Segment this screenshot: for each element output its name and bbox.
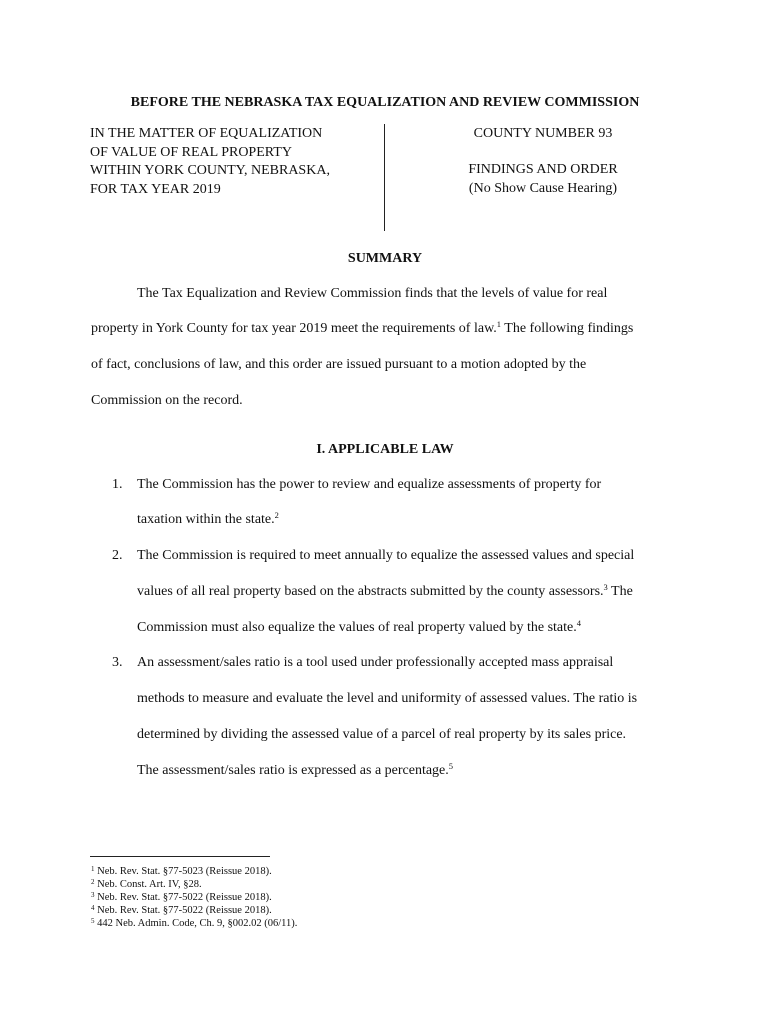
list-item-line: The assessment/sales ratio is expressed as a percentage.$^5$ bbox=[137, 761, 454, 778]
footnote: $^3$ Neb. Rev. Stat. §77-5022 (Reissue 2018). bbox=[91, 891, 272, 903]
summary-line: of fact, conclusions of law, and this order are issued pursuant to a motion adopted by the bbox=[91, 357, 587, 372]
summary-line: Commission on the record. bbox=[91, 393, 243, 408]
footnote: $^4$ Neb. Rev. Stat. §77-5022 (Reissue 2018). bbox=[91, 904, 272, 916]
list-item-number: 2. bbox=[112, 548, 123, 563]
caption-line: WITHIN YORK COUNTY, NEBRASKA, bbox=[90, 163, 330, 178]
hearing-note: (No Show Cause Hearing) bbox=[468, 181, 618, 196]
footnote-separator bbox=[90, 856, 270, 857]
list-item-line: taxation within the state.$^2$ bbox=[137, 510, 279, 527]
caption-line: FOR TAX YEAR 2019 bbox=[90, 181, 221, 197]
list-item-line: Commission must also equalize the values of real property valued by the state.$^4$ bbox=[137, 618, 581, 635]
caption-line: IN THE MATTER OF EQUALIZATION bbox=[90, 126, 323, 141]
list-item-line: The Commission has the power to review and equalize assessments of property for bbox=[137, 477, 602, 492]
summary-line: The Tax Equalization and Review Commission finds that the levels of value for real bbox=[137, 286, 608, 301]
footnote-ref[interactable]: 1 bbox=[496, 319, 502, 329]
findings-title: FINDINGS AND ORDER bbox=[468, 162, 618, 177]
caption-divider bbox=[384, 124, 385, 231]
county-number: COUNTY NUMBER 93 bbox=[473, 126, 613, 141]
footnote-ref[interactable]: 2 bbox=[274, 510, 279, 520]
summary-line: property in York County for tax year 2019 meet the requirements of law.$^1$ The following findings bbox=[91, 319, 634, 336]
list-item-line: methods to measure and evaluate the level and uniformity of assessed values. The ratio is bbox=[137, 691, 638, 706]
list-item-line: determined by dividing the assessed value of a parcel of real property by its sales price. bbox=[137, 727, 627, 742]
footnote: $^2$ Neb. Const. Art. IV, §28. bbox=[91, 878, 202, 890]
footnote-ref[interactable]: 3 bbox=[603, 582, 608, 592]
document-heading: BEFORE THE NEBRASKA TAX EQUALIZATION AND REVIEW COMMISSION bbox=[130, 95, 640, 110]
list-item-number: 1. bbox=[112, 477, 123, 492]
summary-heading: SUMMARY bbox=[347, 251, 423, 266]
footnote: $^5$ 442 Neb. Admin. Code, Ch. 9, §002.02 (06/11). bbox=[91, 917, 298, 929]
matter-caption bbox=[90, 125, 370, 199]
list-item-line: The Commission is required to meet annually to equalize the assessed values and special bbox=[137, 548, 635, 563]
footnote: $^1$ Neb. Rev. Stat. §77-5023 (Reissue 2018). bbox=[91, 865, 272, 877]
list-item-line: values of all real property based on the abstracts submitted by the county assessors.$^3$ The bbox=[137, 582, 633, 599]
caption-line: OF VALUE OF REAL PROPERTY bbox=[90, 144, 292, 160]
footnote-ref[interactable]: 4 bbox=[576, 618, 581, 628]
footnote-ref[interactable]: 5 bbox=[448, 761, 454, 771]
section-heading: I. APPLICABLE LAW bbox=[316, 442, 454, 457]
list-item-line: An assessment/sales ratio is a tool used under professionally accepted mass appraisal bbox=[137, 655, 614, 670]
list-item-number: 3. bbox=[112, 655, 123, 670]
